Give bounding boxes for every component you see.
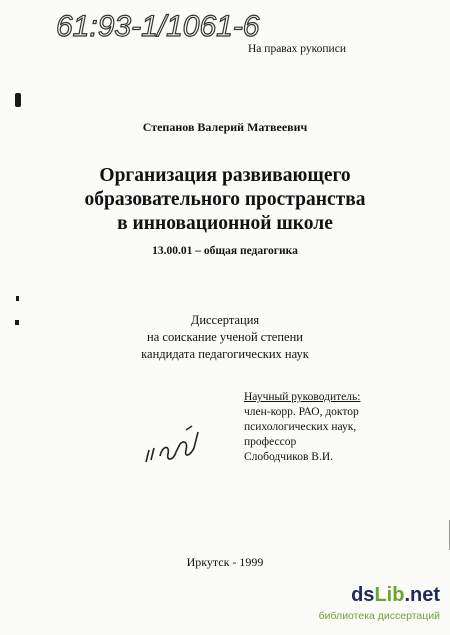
specialty-code: 13.00.01 – общая педагогика — [152, 245, 298, 257]
advisor-line: психологических наук, — [244, 421, 357, 433]
author-name: Степанов Валерий Матвеевич — [142, 120, 308, 134]
scan-mark — [16, 296, 19, 301]
title-line: в инновационной школе — [117, 213, 333, 234]
city-year: Иркутск - 1999 — [186, 555, 264, 569]
logo-net: .net — [404, 584, 440, 606]
archive-code-text: 61:93-1/1061-6 — [56, 10, 260, 43]
degree-statement — [0, 312, 450, 363]
scan-mark — [15, 93, 21, 107]
dslib-logo — [351, 584, 440, 607]
title-line: Организация развивающего — [99, 165, 351, 186]
degree-line: Диссертация — [190, 313, 260, 327]
advisor-block — [244, 390, 360, 465]
logo-ds: ds — [351, 584, 375, 606]
rights-note: На правах рукописи — [248, 43, 346, 55]
handwritten-signature — [140, 422, 210, 472]
dissertation-title — [0, 164, 450, 236]
archive-stamp — [52, 4, 292, 46]
dslib-watermark — [318, 584, 450, 634]
logo-lib: Lib — [374, 584, 405, 606]
degree-line: кандидата педагогических наук — [141, 347, 309, 361]
advisor-line: Слободчиков В.И. — [244, 451, 334, 463]
advisor-heading: Научный руководитель: — [244, 391, 361, 403]
watermark-caption: библиотека диссертаций — [318, 610, 440, 622]
title-line: образовательного пространства — [84, 189, 366, 210]
advisor-line: член-корр. РАО, доктор — [244, 406, 359, 418]
degree-line: на соискание ученой степени — [147, 330, 303, 344]
advisor-line: профессор — [244, 436, 297, 448]
